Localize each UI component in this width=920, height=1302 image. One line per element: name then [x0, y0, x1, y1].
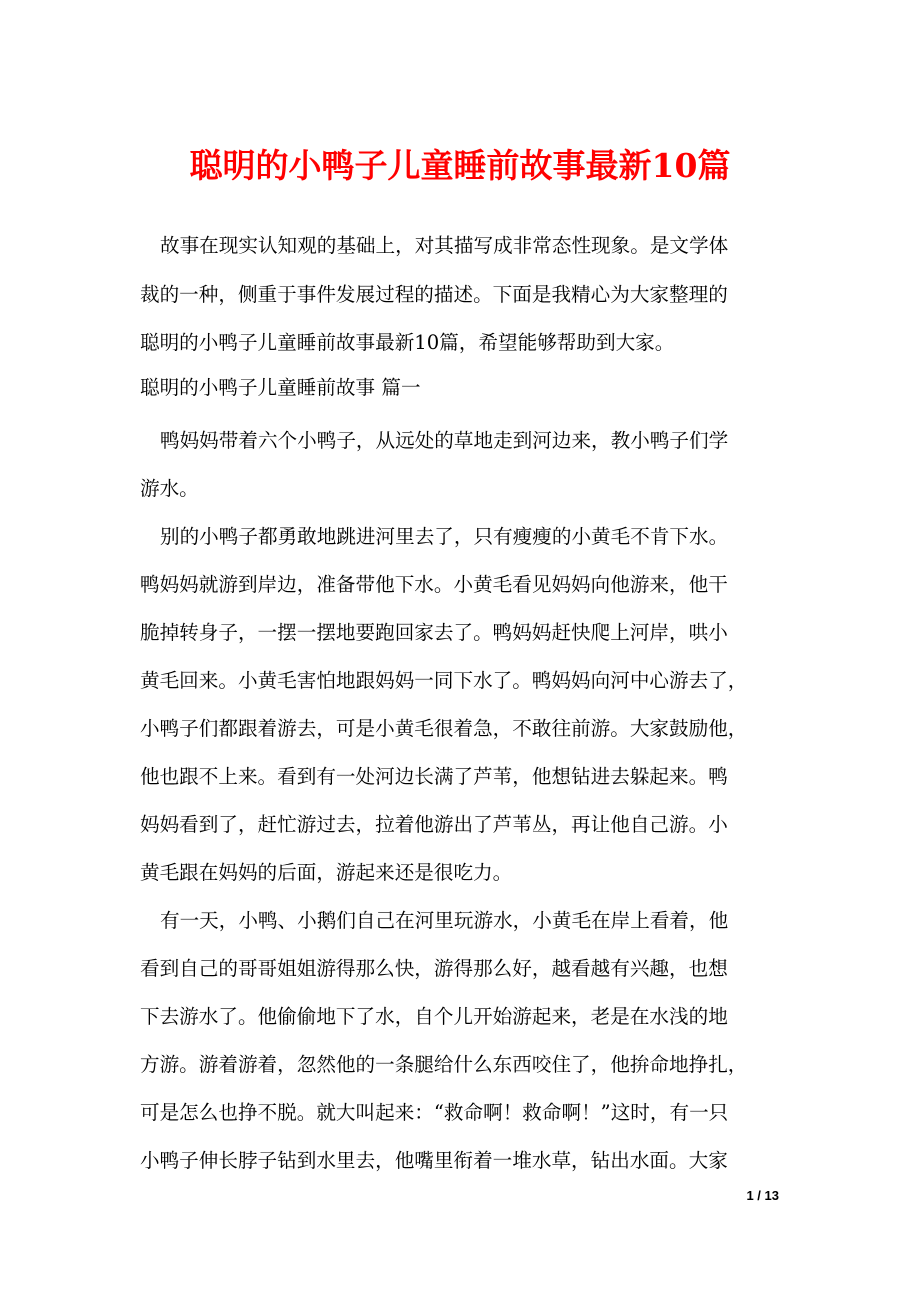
paragraph3-line-5: 可是怎么也挣不脱。就大叫起来：“救命啊！救命啊！”这时，有一只 — [140, 1101, 729, 1124]
paragraph1-line-2: 游水。 — [140, 477, 199, 500]
paragraph1-line-1: 鸭妈妈带着六个小鸭子，从远处的草地走到河边来，教小鸭子们学 — [160, 429, 729, 452]
paragraph2-line-1: 别的小鸭子都勇敢地跳进河里去了，只有瘦瘦的小黄毛不肯下水。 — [160, 525, 729, 548]
section-heading: 聪明的小鸭子儿童睡前故事 篇一 — [140, 376, 421, 399]
page-number: 1 / 13 — [746, 1188, 779, 1203]
intro-line-3: 聪明的小鸭子儿童睡前故事最新10篇，希望能够帮助到大家。 — [140, 331, 675, 354]
paragraph2-line-8: 黄毛跟在妈妈的后面，游起来还是很吃力。 — [140, 861, 513, 884]
paragraph3-line-6: 小鸭子伸长脖子钻到水里去，他嘴里衔着一堆水草，钻出水面。大家 — [140, 1149, 728, 1172]
intro-line-2: 裁的一种，侧重于事件发展过程的描述。下面是我精心为大家整理的 — [140, 283, 728, 306]
paragraph3-line-3: 下去游水了。他偷偷地下了水，自个儿开始游起来，老是在水浅的地 — [140, 1005, 728, 1028]
paragraph2-line-2: 鸭妈妈就游到岸边，准备带他下水。小黄毛看见妈妈向他游来，他干 — [140, 573, 728, 596]
document-title: 聪明的小鸭子儿童睡前故事最新10篇 — [189, 146, 731, 185]
paragraph2-line-3: 脆掉转身子，一摆一摆地要跑回家去了。鸭妈妈赶快爬上河岸，哄小 — [140, 621, 728, 644]
paragraph2-line-5: 小鸭子们都跟着游去，可是小黄毛很着急，不敢往前游。大家鼓励他， — [140, 717, 748, 740]
paragraph3-line-1: 有一天，小鸭、小鹅们自己在河里玩游水，小黄毛在岸上看着，他 — [160, 909, 729, 932]
paragraph3-line-2: 看到自己的哥哥姐姐游得那么快，游得那么好，越看越有兴趣，也想 — [140, 957, 728, 980]
paragraph2-line-7: 妈妈看到了，赶忙游过去，拉着他游出了芦苇丛，再让他自己游。小 — [140, 813, 728, 836]
paragraph2-line-6: 他也跟不上来。看到有一处河边长满了芦苇，他想钻进去躲起来。鸭 — [140, 765, 728, 788]
paragraph3-line-4: 方游。游着游着，忽然他的一条腿给什么东西咬住了，他拚命地挣扎， — [140, 1053, 748, 1076]
paragraph2-line-4: 黄毛回来。小黄毛害怕地跟妈妈一同下水了。鸭妈妈向河中心游去了， — [140, 669, 748, 692]
intro-line-1: 故事在现实认知观的基础上，对其描写成非常态性现象。是文学体 — [160, 234, 729, 257]
